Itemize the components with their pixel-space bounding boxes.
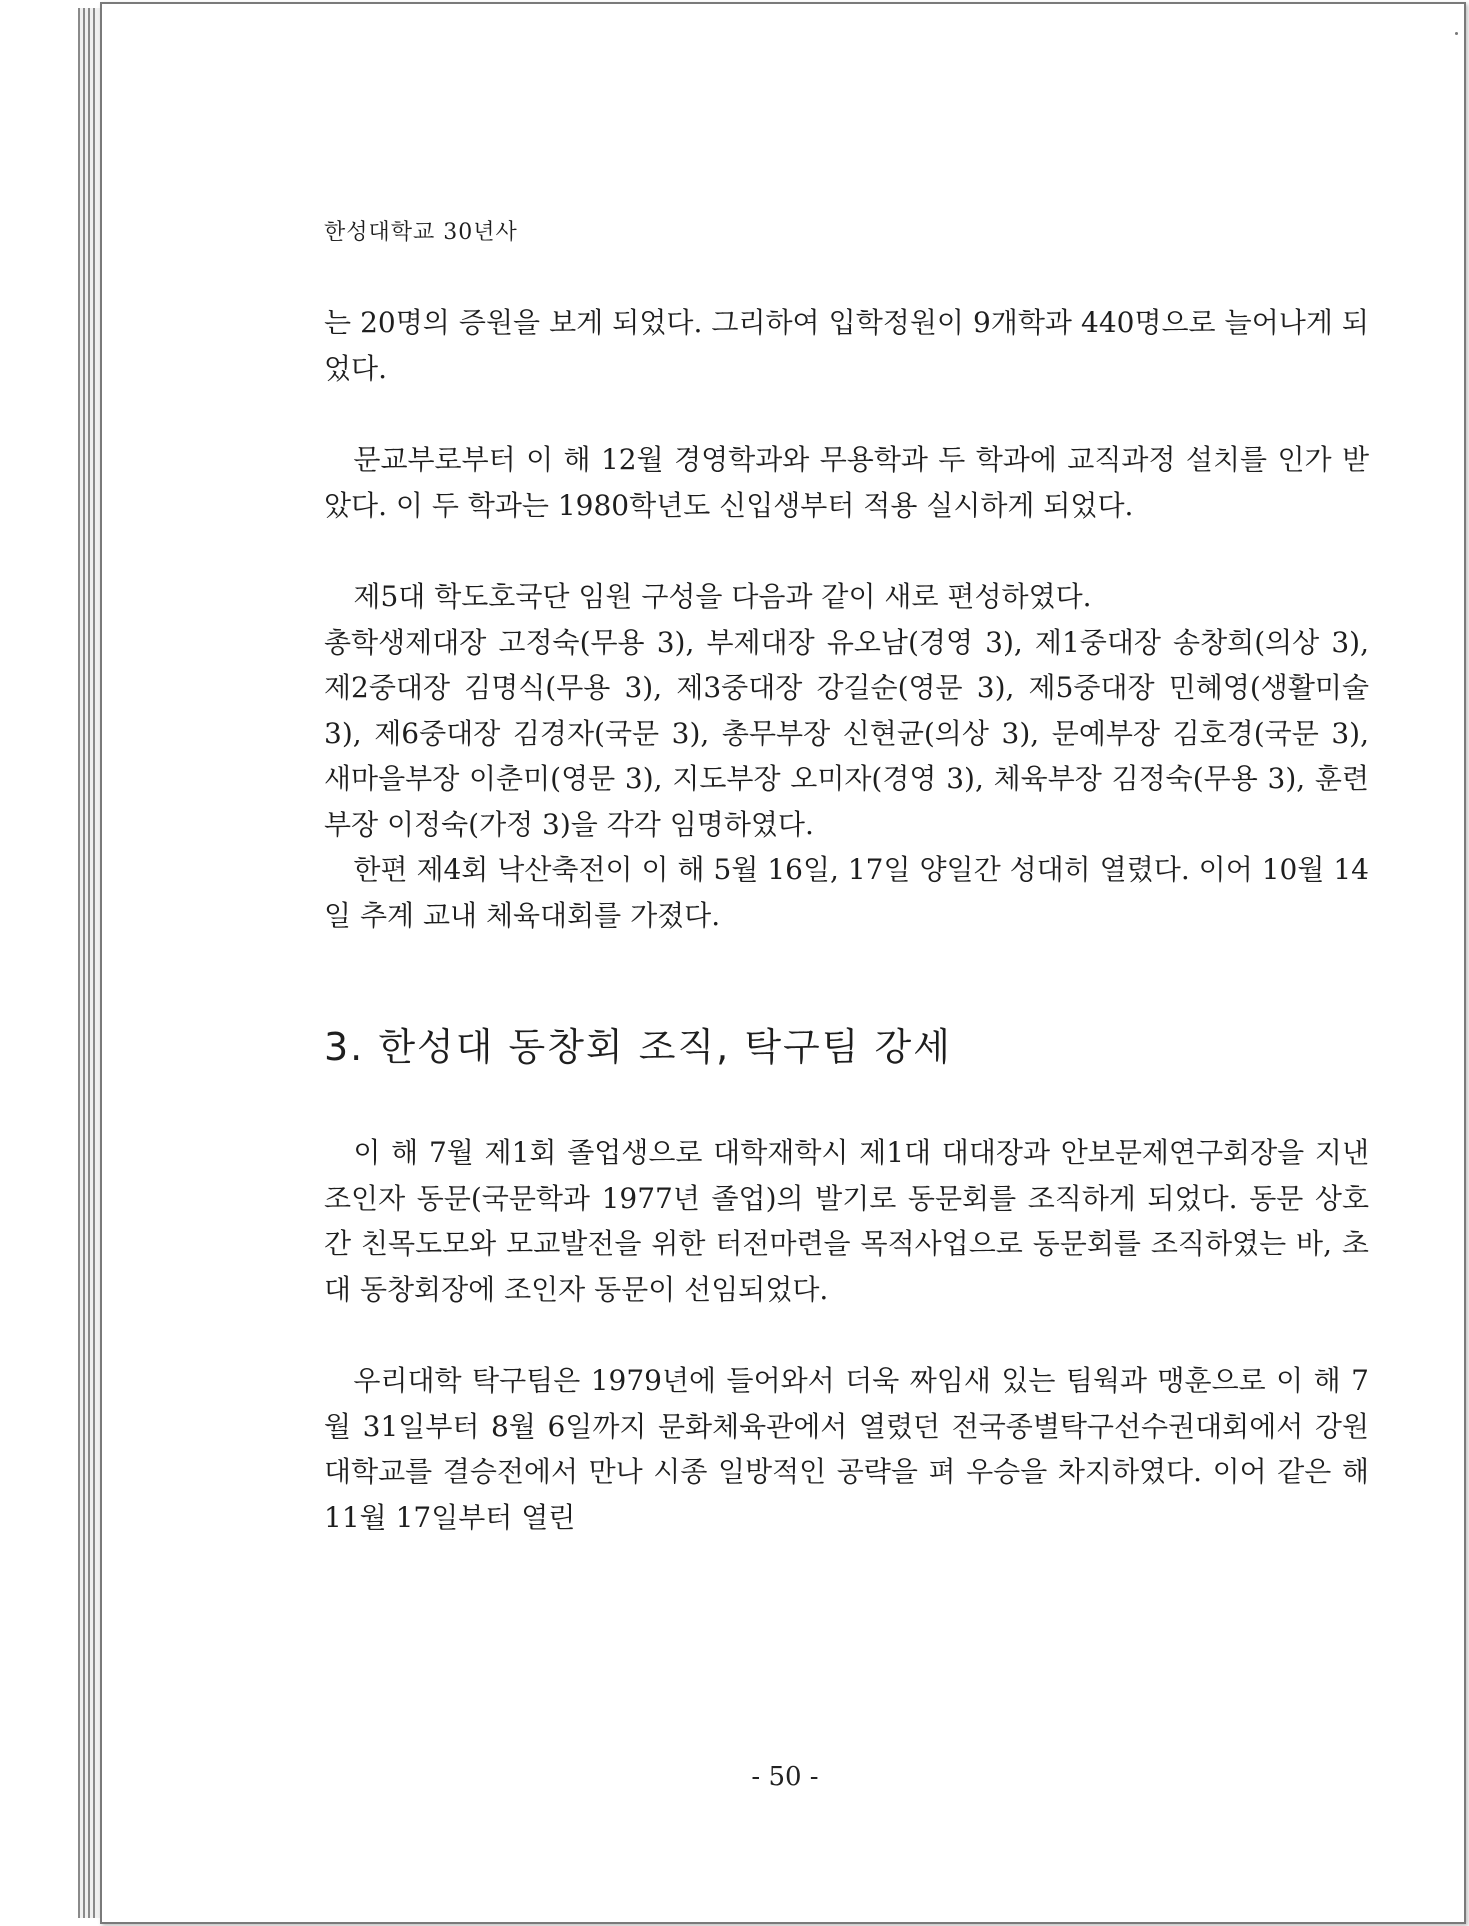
page-content	[324, 204, 1369, 1540]
scan-speck	[1455, 32, 1458, 35]
paragraph-teacher-course: 문교부로부터 이 해 12월 경영학과와 무용학과 두 학과에 교직과정 설치를 인가 받았다. 이 두 학과는 1980학년도 신입생부터 적용 실시하게 되었다.	[324, 443, 1369, 522]
section-heading: 3. 한성대 동창회 조직, 탁구팀 강세	[324, 1025, 952, 1069]
paragraph-enrollment-increase: 는 20명의 증원을 보게 되었다. 그리하여 입학정원이 9개학과 440명으로 늘어나게 되었다.	[324, 306, 1369, 385]
running-header: 한성대학교 30년사	[324, 220, 518, 245]
paragraph-student-corps-intro: 제5대 학도호국단 임원 구성을 다음과 같이 새로 편성하였다.	[353, 580, 1092, 613]
page-number: - 50 -	[751, 1762, 819, 1792]
paragraph-student-corps-members: 총학생제대장 고정숙(무용 3), 부제대장 유오남(경영 3), 제1중대장 송창희(의상 3), 제2중대장 김명식(무용 3), 제3중대장 강길순(영문 3), 제5중대장 민혜영(생활미술 3), 제6중대장 김경자(국문 3), 총무부장 신현균(의상 3), 문예부장 김호경(국문 3), 새마을부장 이춘미(영문 3), 지도부장 오미자(경영 3), 체육부장 김정숙(무용 3), 훈련부장 이정숙(가정 3)을 각각 임명하였다.	[324, 625, 1370, 841]
paragraph-table-tennis: 우리대학 탁구팀은 1979년에 들어와서 더욱 짜임새 있는 팀웍과 맹훈으로 이 해 7월 31일부터 8월 6일까지 문화체육관에서 열렸던 전국종별탁구선수권대회에서 강원대학교를 결승전에서 만나 시종 일방적인 공략을 펴 우승을 차지하였다. 이어 같은 해 11월 17일부터 열린	[324, 1364, 1369, 1534]
paragraph-alumni-association: 이 해 7월 제1회 졸업생으로 대학재학시 제1대 대대장과 안보문제연구회장을 지낸 조인자 동문(국문학과 1977년 졸업)의 발기로 동문회를 조직하게 되었다. 동문 상호간 친목도모와 모교발전을 위한 터전마련을 목적사업으로 동문회를 조직하였는 바, 초대 동창회장에 조인자 동문이 선임되었다.	[324, 1136, 1369, 1306]
book-page	[100, 2, 1466, 1924]
paragraph-festival: 한편 제4회 낙산축전이 이 해 5월 16일, 17일 양일간 성대히 열렸다. 이어 10월 14일 추계 교내 체육대회를 가졌다.	[324, 853, 1369, 932]
